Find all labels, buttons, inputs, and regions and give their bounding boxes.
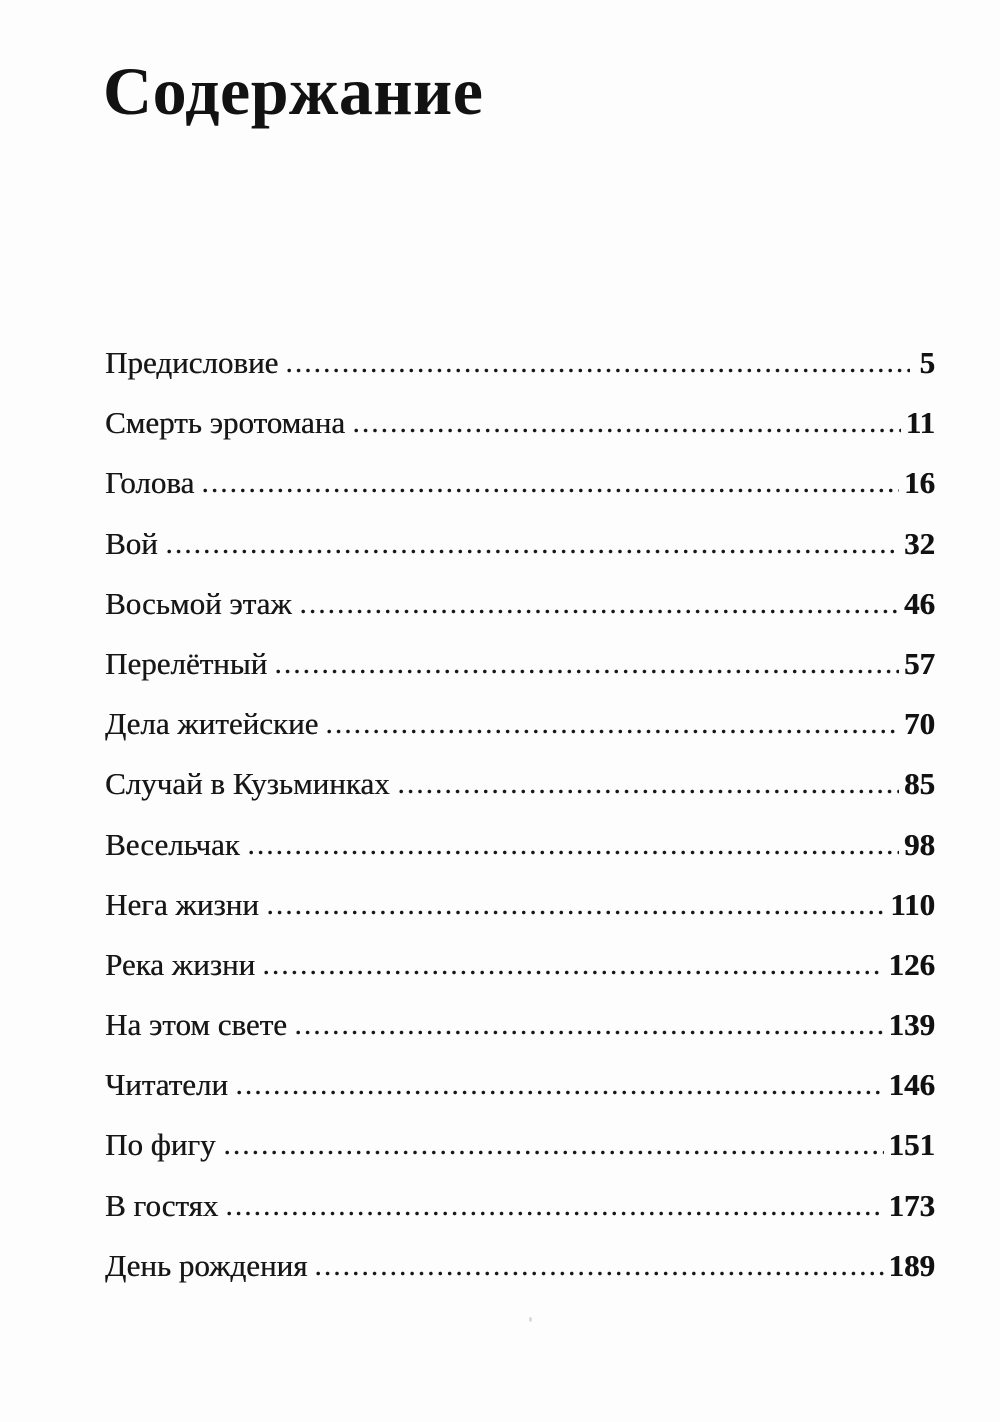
dot-leader <box>327 729 899 734</box>
dot-leader <box>237 1090 884 1095</box>
toc-entry-page: 57 <box>904 645 935 681</box>
toc-entry-label: Восьмой этаж <box>105 585 292 621</box>
table-of-contents <box>105 346 935 1309</box>
toc-entry-page: 189 <box>888 1247 935 1283</box>
toc-entry-label: По фигу <box>105 1127 216 1163</box>
toc-row <box>105 948 935 1008</box>
toc-entry-page: 151 <box>888 1127 935 1163</box>
toc-entry-page: 139 <box>888 1007 935 1043</box>
toc-entry-page: 46 <box>904 585 935 621</box>
toc-entry-page: 110 <box>890 886 935 922</box>
dot-leader <box>268 910 885 915</box>
toc-entry-label: Случай в Кузьминках <box>105 766 390 802</box>
toc-entry-page: 16 <box>904 465 935 501</box>
toc-row <box>105 587 935 647</box>
toc-entry-page: 85 <box>904 766 935 802</box>
toc-entry-page: 173 <box>888 1187 935 1223</box>
toc-entry-label: Перелётный <box>105 645 268 681</box>
dot-leader <box>225 1150 884 1155</box>
toc-entry-label: Нега жизни <box>105 886 259 922</box>
scan-speck <box>529 1317 532 1322</box>
toc-row <box>105 828 935 888</box>
dot-leader <box>203 488 899 493</box>
toc-row <box>105 1008 935 1068</box>
toc-entry-page: 11 <box>905 405 935 441</box>
toc-entry-label: Голова <box>105 465 195 501</box>
dot-leader <box>249 850 899 855</box>
toc-entry-label: На этом свете <box>105 1007 287 1043</box>
dot-leader <box>227 1211 883 1216</box>
dot-leader <box>354 428 901 433</box>
toc-entry-page: 32 <box>904 525 935 561</box>
toc-entry-label: День рождения <box>105 1247 308 1283</box>
toc-entry-page: 5 <box>919 345 935 380</box>
dot-leader <box>316 1271 883 1276</box>
toc-entry-label: Река жизни <box>105 946 256 982</box>
toc-row <box>105 1128 935 1188</box>
toc-row <box>105 647 935 707</box>
toc-row <box>105 767 935 827</box>
toc-entry-page: 70 <box>904 706 935 742</box>
dot-leader <box>301 609 899 614</box>
toc-entry-label: Вой <box>105 525 158 561</box>
dot-leader <box>296 1030 884 1035</box>
toc-entry-label: Смерть эротомана <box>105 405 346 441</box>
dot-leader <box>167 549 899 554</box>
dot-leader <box>287 368 910 373</box>
page-title: Содержание <box>103 53 484 129</box>
toc-entry-page: 126 <box>888 946 935 982</box>
dot-leader <box>399 789 899 794</box>
toc-entry-page: 146 <box>888 1067 935 1103</box>
toc-row <box>105 527 935 587</box>
toc-row <box>105 346 935 406</box>
toc-row <box>105 1249 935 1309</box>
toc-entry-label: В гостях <box>105 1187 219 1223</box>
toc-entry-label: Дела житейские <box>105 706 319 742</box>
toc-row <box>105 466 935 526</box>
dot-leader <box>276 669 899 674</box>
toc-entry-label: Читатели <box>105 1067 228 1103</box>
toc-row <box>105 1189 935 1249</box>
toc-entry-label: Весельчак <box>105 826 240 862</box>
dot-leader <box>264 970 883 975</box>
toc-entry-page: 98 <box>904 826 935 862</box>
toc-row <box>105 1068 935 1128</box>
toc-row <box>105 888 935 948</box>
toc-row <box>105 707 935 767</box>
toc-row <box>105 406 935 466</box>
toc-entry-label: Предисловие <box>105 345 279 380</box>
